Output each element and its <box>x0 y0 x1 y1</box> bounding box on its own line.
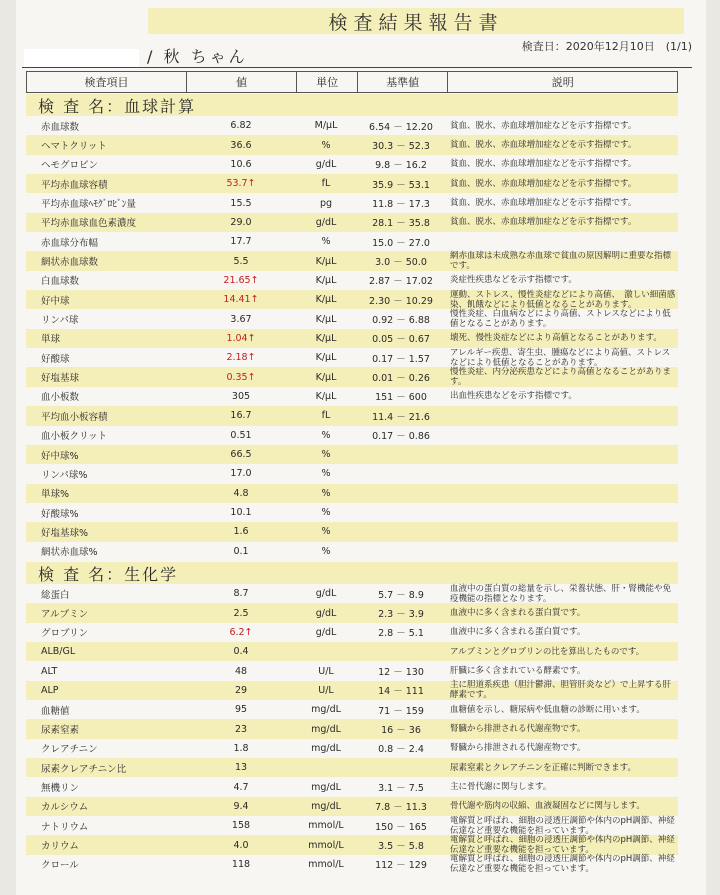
test-unit: g/dL <box>315 607 337 619</box>
test-unit: mg/dL <box>311 742 341 754</box>
test-value: 4.0 <box>233 839 249 851</box>
test-value: 305 <box>231 390 251 402</box>
test-reference: 0.05 － 0.67 <box>372 334 430 346</box>
patient-suffix: / 秋 ちゃん <box>147 47 248 66</box>
table-row <box>26 797 678 816</box>
test-description: 血液中に多く含まれる蛋白質です。 <box>450 608 586 619</box>
table-row <box>26 719 678 738</box>
table-row <box>26 135 678 154</box>
test-name: 赤血球分布幅 <box>41 237 99 249</box>
table-row <box>26 522 678 541</box>
test-name: 白血球数 <box>41 276 80 288</box>
test-description: 運動、ストレス、慢性炎症などにより高値、 激しい細菌感染、飢餓などにより低値となることがあります。 <box>450 289 676 310</box>
test-value: 2.5 <box>233 607 249 619</box>
section-title-chemistry: 検 査 名：生化学 <box>26 562 678 584</box>
table-row <box>26 155 678 174</box>
test-description: 貧血、脱水、赤血球増加症などを示す指標です。 <box>450 140 637 151</box>
test-name: 平均赤血球容積 <box>41 179 108 191</box>
header-item: 検査項目 <box>27 72 187 92</box>
test-unit: K/μL <box>315 352 337 364</box>
test-unit: U/L <box>318 665 334 677</box>
test-description: 出血性疾患などを示す指標です。 <box>450 391 577 402</box>
test-reference: 6.54 － 12.20 <box>369 121 433 133</box>
table-row <box>26 464 678 483</box>
test-name: 網状赤血球% <box>41 547 98 559</box>
test-value: 1.04↑ <box>226 332 256 344</box>
test-description: 主に骨代謝に関与します。 <box>450 782 552 793</box>
test-description: 血液中の蛋白質の総量を示し、栄養状態、肝・腎機能や免疫機能の指標となります。 <box>450 583 672 604</box>
header-reference: 基準値 <box>358 72 448 92</box>
test-unit: U/L <box>318 684 334 696</box>
test-unit: % <box>321 487 331 499</box>
report-paper <box>16 0 706 895</box>
table-header <box>26 71 678 93</box>
test-name: 平均赤血球ﾍﾓｸﾞﾛﾋﾞﾝ量 <box>41 199 137 211</box>
test-value: 17.0 <box>230 468 252 480</box>
table-row <box>26 387 678 406</box>
table-row <box>26 700 678 719</box>
test-name: クレアチニン <box>41 744 98 756</box>
table-row <box>26 739 678 758</box>
test-value: 0.35↑ <box>226 371 256 383</box>
table-row <box>26 542 678 561</box>
header-unit: 単位 <box>297 72 358 92</box>
test-reference: 0.8 － 2.4 <box>378 744 424 756</box>
test-description: アルブミンとグロブリンの比を算出したものです。 <box>450 646 645 657</box>
test-unit: mg/dL <box>311 704 341 716</box>
test-value: 13 <box>234 762 248 774</box>
test-description: 尿素窒素とクレアチニンを正確に判断できます。 <box>450 762 636 773</box>
table-row <box>26 623 678 642</box>
test-value: 17.7 <box>230 236 252 248</box>
test-reference: 112 － 129 <box>375 860 427 872</box>
test-value: 29.0 <box>230 216 252 228</box>
test-name: ヘモグロビン <box>41 160 99 172</box>
test-name: ALP <box>41 684 59 696</box>
test-name: アルブミン <box>41 609 89 621</box>
test-value: 5.5 <box>233 255 249 267</box>
test-name: ヘマトクリット <box>41 141 107 153</box>
test-name: 好塩基球% <box>41 527 89 539</box>
test-reference: 0.92 － 6.88 <box>372 315 430 327</box>
test-unit: g/dL <box>315 626 337 638</box>
test-reference: 30.3 － 52.3 <box>372 141 430 153</box>
test-name: 赤血球数 <box>41 121 80 133</box>
test-value: 3.67 <box>230 313 252 325</box>
test-description: 腎臓から排泄される代謝産物です。 <box>450 743 586 754</box>
test-description: 貧血、脱水、赤血球増加症などを示す指標です。 <box>450 198 637 209</box>
test-unit: % <box>321 449 331 461</box>
table-row <box>26 406 678 425</box>
test-value: 23 <box>234 723 248 735</box>
test-reference: 11.4 － 21.6 <box>372 411 430 423</box>
test-value: 95 <box>234 704 248 716</box>
test-reference: 11.8 － 17.3 <box>372 199 430 211</box>
test-name: 平均赤血球血色素濃度 <box>41 218 137 230</box>
table-row <box>26 642 678 661</box>
header-description: 説明 <box>551 76 574 89</box>
test-unit: K/μL <box>315 332 337 344</box>
test-unit: K/μL <box>315 294 337 306</box>
test-reference: 14 － 111 <box>378 686 424 698</box>
table-row <box>26 584 678 603</box>
test-description: 電解質と呼ばれ、細胞の浸透圧調節や体内のpH調節、神経伝達など重要な機能を担っています。 <box>450 835 675 856</box>
test-name: カリウム <box>41 841 79 853</box>
test-description: 慢性炎症、内分泌疾患などにより高値となることがあります。 <box>450 367 672 388</box>
table-row <box>26 484 678 503</box>
test-description: 壊死、慢性炎症などにより高値となることがあります。 <box>450 333 662 344</box>
test-name: カルシウム <box>41 802 89 814</box>
test-reference: 2.8 － 5.1 <box>378 628 424 640</box>
test-unit: mmol/L <box>308 839 344 851</box>
test-value: 4.7 <box>233 781 249 793</box>
test-reference: 3.1 － 7.5 <box>378 783 424 795</box>
redacted-name <box>24 49 139 67</box>
test-value: 14.41↑ <box>223 294 259 306</box>
test-name: 総蛋白 <box>41 589 70 601</box>
test-unit: K/μL <box>315 274 337 286</box>
test-description: 貧血、脱水、赤血球増加症などを示す指標です。 <box>450 178 637 189</box>
test-name: 単球% <box>41 489 70 501</box>
test-name: ALB/GL <box>41 646 76 658</box>
test-value: 2.18↑ <box>226 352 256 364</box>
test-unit: K/μL <box>315 371 337 383</box>
test-description: 炎症性疾患などを示す指標です。 <box>450 275 577 286</box>
test-value: 15.5 <box>230 197 252 209</box>
chemistry-rows <box>26 584 678 874</box>
table-row <box>26 758 678 777</box>
test-reference: 2.3 － 3.9 <box>378 609 424 621</box>
test-unit: % <box>321 545 331 557</box>
test-reference: 5.7 － 8.9 <box>378 589 424 601</box>
test-reference: 12 － 130 <box>378 667 424 679</box>
test-reference: 0.17 － 0.86 <box>372 431 430 443</box>
test-reference: 3.5 － 5.8 <box>378 841 424 853</box>
table-row <box>26 367 678 386</box>
test-unit: % <box>321 429 331 441</box>
test-name: ALT <box>41 665 58 677</box>
table-row <box>26 232 678 251</box>
test-value: 10.6 <box>230 158 252 170</box>
test-name: リンパ球 <box>41 315 79 327</box>
table-row <box>26 251 678 270</box>
test-unit: % <box>321 236 331 248</box>
test-value: 0.51 <box>230 429 252 441</box>
test-unit: fL <box>321 410 331 422</box>
test-name: 好塩基球 <box>41 373 80 385</box>
test-value: 21.65↑ <box>223 274 259 286</box>
test-name: 尿素窒素 <box>41 725 80 737</box>
test-value: 53.7↑ <box>226 178 256 190</box>
test-reference: 2.30 － 10.29 <box>369 295 433 307</box>
patient-name <box>24 44 248 67</box>
test-name: 網状赤血球数 <box>41 257 99 269</box>
exam-date: 検査日：2020年12月10日 (1/1) <box>521 40 692 53</box>
test-reference: 71 － 159 <box>378 705 424 717</box>
test-name: クロール <box>41 860 79 872</box>
test-reference: 151 － 600 <box>375 392 427 404</box>
table-row <box>26 681 678 700</box>
test-unit: mg/dL <box>311 800 341 812</box>
test-unit: K/μL <box>315 255 337 267</box>
test-unit: mmol/L <box>308 820 344 832</box>
table-row <box>26 309 678 328</box>
test-description: 貧血、脱水、赤血球増加症などを示す指標です。 <box>450 120 637 131</box>
test-value: 0.1 <box>233 545 249 557</box>
test-description: アレルギー疾患、寄生虫、腫瘍などにより高値、ストレスなどにより低値となることがあります。 <box>450 347 671 368</box>
table-row <box>26 290 678 309</box>
test-value: 16.7 <box>230 410 252 422</box>
table-row <box>26 271 678 290</box>
test-name: 好酸球% <box>41 508 79 520</box>
test-value: 66.5 <box>230 449 252 461</box>
test-name: 尿素クレアチニン比 <box>41 763 127 775</box>
test-reference: 28.1 － 35.8 <box>372 218 430 230</box>
test-value: 158 <box>231 820 251 832</box>
cbc-rows <box>26 116 678 561</box>
test-unit: fL <box>321 178 331 190</box>
test-unit: mmol/L <box>308 858 344 870</box>
test-value: 10.1 <box>230 507 252 519</box>
test-name: リンパ球% <box>41 469 88 481</box>
test-reference: 3.0 － 50.0 <box>375 257 427 269</box>
table-row <box>26 174 678 193</box>
table-row <box>26 426 678 445</box>
test-description: 電解質と呼ばれ、細胞の浸透圧調節や体内のpH調節、神経伝達など重要な機能を担っています。 <box>450 815 675 836</box>
test-unit: % <box>321 507 331 519</box>
table-row <box>26 855 678 874</box>
test-name: 血糖値 <box>41 705 70 717</box>
test-description: 貧血、脱水、赤血球増加症などを示す指標です。 <box>450 159 637 170</box>
test-name: 無機リン <box>41 783 80 795</box>
test-description: 電解質と呼ばれ、細胞の浸透圧調節や体内のpH調節、神経伝達など重要な機能を担っています。 <box>450 854 675 875</box>
test-value: 1.8 <box>233 742 249 754</box>
test-reference: 7.8 － 11.3 <box>375 802 427 814</box>
test-value: 8.7 <box>233 588 249 600</box>
test-unit: mg/dL <box>311 781 341 793</box>
test-description: 血液中に多く含まれる蛋白質です。 <box>450 627 586 638</box>
table-row <box>26 445 678 464</box>
test-description: 肝臓に多く含まれている酵素です。 <box>450 666 586 677</box>
test-name: 好中球 <box>41 295 70 307</box>
test-name: 平均血小板容積 <box>41 411 108 423</box>
test-description: 慢性炎症、白血病などにより高値、ストレスなどにより低値となることがあります。 <box>450 309 671 330</box>
table-row <box>26 329 678 348</box>
test-description: 主に胆道系疾患（胆汁鬱滞、胆管肝炎など）で上昇する肝酵素です。 <box>450 680 672 701</box>
test-name: 単球 <box>41 334 61 346</box>
test-value: 48 <box>234 665 248 677</box>
test-reference: 0.17 － 1.57 <box>372 353 430 365</box>
test-value: 36.6 <box>230 139 252 151</box>
test-unit: K/μL <box>315 313 337 325</box>
table-row <box>26 213 678 232</box>
test-value: 4.8 <box>233 487 249 499</box>
test-unit: M/μL <box>314 120 338 132</box>
test-name: 好酸球 <box>41 353 70 365</box>
test-description: 網赤血球は未成熟な赤血球で貧血の原因解明に重要な指標です。 <box>450 251 672 272</box>
test-value: 0.4 <box>233 646 249 658</box>
table-row <box>26 835 678 854</box>
table-row <box>26 603 678 622</box>
test-value: 9.4 <box>233 800 249 812</box>
test-reference: 15.0 － 27.0 <box>372 237 430 249</box>
test-value: 6.82 <box>230 120 252 132</box>
report-title: 検査結果報告書 <box>148 8 684 34</box>
test-unit: pg <box>319 197 333 209</box>
test-description: 骨代謝や筋肉の収縮、血液凝固などに関与します。 <box>450 801 645 812</box>
test-unit: g/dL <box>315 588 337 600</box>
test-description: 腎臓から排泄される代謝産物です。 <box>450 724 586 735</box>
test-description: 貧血、脱水、赤血球増加症などを示す指標です。 <box>450 217 637 228</box>
section-title-cbc: 検 査 名：血球計算 <box>26 94 678 116</box>
table-row <box>26 503 678 522</box>
test-name: 血小板クリット <box>41 431 108 443</box>
test-reference: 0.01 － 0.26 <box>372 373 430 385</box>
test-unit: mg/dL <box>311 723 341 735</box>
test-unit: K/μL <box>315 390 337 402</box>
test-unit: % <box>321 468 331 480</box>
table-row <box>26 193 678 212</box>
test-reference: 16 － 36 <box>381 725 421 737</box>
test-reference: 9.8 － 16.2 <box>375 160 427 172</box>
test-value: 29 <box>234 684 248 696</box>
test-value: 1.6 <box>233 526 249 538</box>
table-row <box>26 777 678 796</box>
table-row <box>26 348 678 367</box>
test-unit: g/dL <box>315 158 337 170</box>
test-name: 血小板数 <box>41 392 80 404</box>
header-value: 値 <box>187 72 297 92</box>
table-row <box>26 816 678 835</box>
test-reference: 150 － 165 <box>375 821 427 833</box>
test-unit: g/dL <box>315 216 337 228</box>
table-row <box>26 116 678 135</box>
test-reference: 2.87 － 17.02 <box>369 276 433 288</box>
test-unit: % <box>321 139 331 151</box>
test-value: 6.2↑ <box>229 626 253 638</box>
test-description: 血糖値を示し、糖尿病や低血糖の診断に用います。 <box>450 704 645 715</box>
test-unit: % <box>321 526 331 538</box>
divider <box>22 67 692 68</box>
test-name: 好中球% <box>41 450 79 462</box>
test-name: グロブリン <box>41 628 89 640</box>
table-row <box>26 661 678 680</box>
test-reference: 35.9 － 53.1 <box>372 179 430 191</box>
test-value: 118 <box>231 858 251 870</box>
test-name: ナトリウム <box>41 821 89 833</box>
